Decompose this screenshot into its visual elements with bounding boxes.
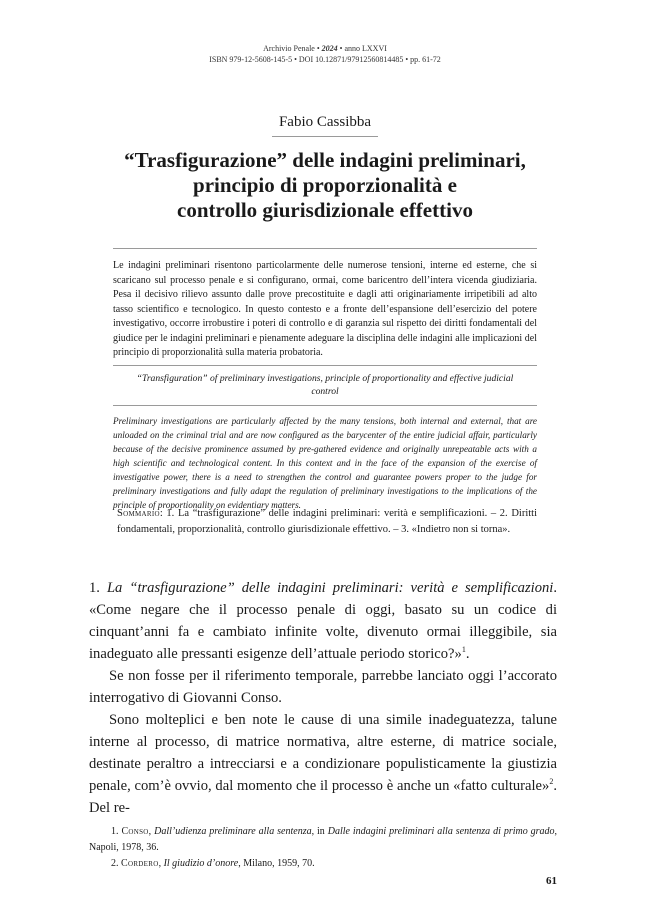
footnote-ref-1[interactable]: 1 [461,645,466,655]
sommario-text: : 1. La “trasfigurazione” delle indagini preliminari: verità e semplificazioni. – 2. Diritti fondamentali, proporzionalità, controllo giurisdizionale effettivo. – 3. «Indietro non si torna». [117,508,537,535]
article-title [90,148,560,223]
abstract-english: Preliminary investigations are particularly affected by the many tensions, both internal and external, that are unloaded on the criminal trial and are now configured as the barycenter of the entire judicial affair, particularly because of the decisive prominence assumed by pre-gathered evidence and originally unrepeatable acts with a high scientific and technological content. In this context and in the face of the expansion of the exercise of investigative power, there is a need to strengthen the control and guarantee powers proper to the judge for preliminary investigations and fully adapt the regulation of preliminary investigations to the implications of the principle of proportionality on evidentiary matters. [113,415,537,510]
footnote-title: Dall’udienza preliminare alla sentenza [154,826,312,837]
author-divider [272,136,378,137]
title-line-1: “Trasfigurazione” delle indagini preliminari, [124,148,526,172]
footnote-ref-2[interactable]: 2 [549,777,554,787]
footnote-title: Il giudizio d’onore [163,858,239,869]
footnote-author: Conso [121,826,149,837]
sommario-label: Sommario [117,508,160,519]
section-heading: La “trasfigurazione” delle indagini preliminari: verità e semplificazioni [106,580,554,596]
abstract-mid-rule [113,365,537,366]
body-text [89,577,557,819]
footnote-1: 1. Conso, Dall’udienza preliminare alla sentenza, in Dalle indagini preliminari alla sentenza di primo grado, Napoli, 1978, 36. [89,826,558,853]
footnote-author: Cordero [121,858,159,869]
paragraph-1: 1. La “trasfigurazione” delle indagini preliminari: verità e semplificazioni. «Come negare che il processo penale di oggi, basato su un codice di cinquant’anni fa e cambiato infinite volte, divenuto ormai illeggibile, sia inadeguato alle pressanti esigenze dell’attuale periodo storico?»$^1$. [89,580,558,662]
english-title: “Transfiguration” of preliminary investigations, principle of proportionality and effective judicial control [136,372,514,397]
page-number: 61 [546,875,557,887]
abstract-box [113,248,537,512]
table-of-contents [117,506,537,538]
abstract-mid-rule-2 [113,405,537,406]
journal-line-2: ISBN 979-12-5608-145-5 • DOI 10.12871/97912560814485 • pp. 61-72 [209,55,441,64]
paragraph-2: Se non fosse per il riferimento temporale, parrebbe lanciato oggi l’accorato interrogativo di Giovanni Conso. [89,668,557,706]
footnote-source: Dalle indagini preliminari alla sentenza di primo grado [327,826,555,837]
journal-line-1: Archivio Penale • 2024 • anno LXXVI [263,44,387,53]
journal-header [0,43,650,65]
abstract-top-rule [113,248,537,249]
footnote-2: 2. Cordero, Il giudizio d’onore, Milano, 1959, 70. [111,858,315,869]
title-line-2: principio di proporzionalità e [193,173,457,197]
title-line-3: controllo giurisdizionale effettivo [177,198,473,222]
author-name: Fabio Cassibba [278,114,372,130]
footnotes [89,824,557,872]
journal-year: 2024 [321,44,338,53]
paragraph-3: Sono molteplici e ben note le cause di una simile inadeguatezza, talune interne al processo, di matrice normativa, altre esterne, di matrice sociale, destinate peraltro a intrecciarsi e a condizionare populisticamente la giustizia penale, com’è ovvio, dal momento che il processo è anche un «fatto culturale»$^2$. Del re- [89,712,557,816]
abstract-italian: Le indagini preliminari risentono particolarmente delle numerose tensioni, interne ed esterne, che si scaricano sul processo penale e si configurano, ormai, come baricentro dell’intera vicenda giudiziaria. Pesa il decisivo rilievo assunto dalle prove precostituite e dagli atti originariamente irripetibili ad alto tasso scientifico e tecnologico. In questo contesto e a fronte dell’espansione dell’esercizio del potere investigativo, occorre irrobustire i poteri di controllo e di garanzia sul rispetto dei diritti fondamentali del giudice per le indagini preliminari e pienamente adeguare la disciplina delle indagini alle implicazioni del principio di proporzionalità sulla materia probatoria. [113,260,537,358]
